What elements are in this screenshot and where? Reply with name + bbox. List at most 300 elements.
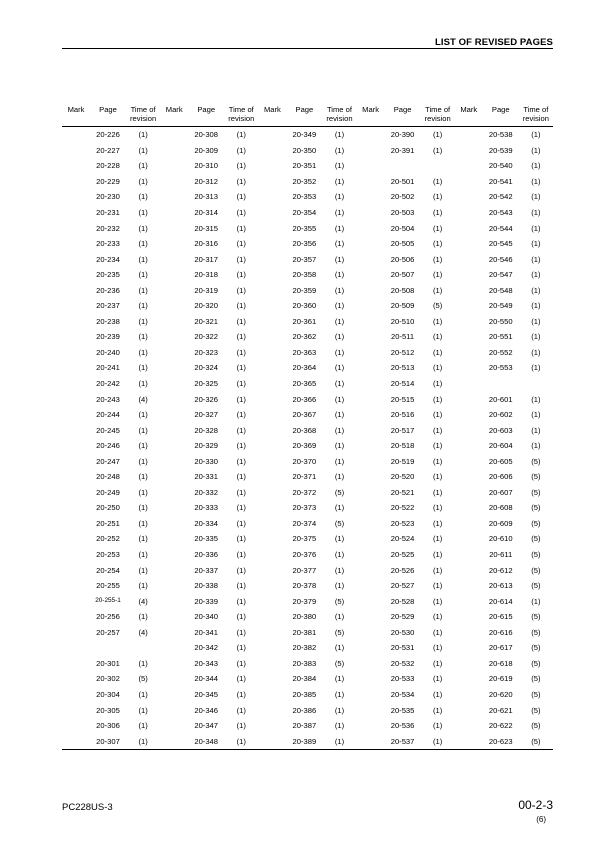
row-group [357, 130, 455, 139]
cell-rev: (1) [138, 565, 148, 575]
cell-rev: (1) [433, 394, 443, 404]
row-group [160, 224, 258, 233]
cell-page: 20-386 [292, 705, 317, 715]
table-row [62, 251, 553, 267]
cell-page: 20-502 [390, 192, 415, 202]
cell-page: 20-254 [96, 565, 120, 575]
cell-rev: (1) [236, 550, 246, 560]
cell-page: 20-253 [96, 550, 120, 560]
cell-rev: (1) [433, 410, 443, 420]
cell-rev: (1) [236, 643, 246, 653]
cell-page: 20-521 [390, 487, 415, 497]
row-group [455, 581, 553, 590]
cell-page: 20-357 [292, 254, 317, 264]
cell-mark [357, 192, 385, 201]
cell-rev: (1) [334, 581, 345, 591]
cell-page: 20-330 [194, 456, 219, 466]
table-header-row [62, 102, 553, 127]
cell-rev: (1) [334, 145, 345, 155]
row-group [357, 581, 455, 590]
row-group [357, 690, 455, 699]
cell-page: 20-340 [194, 612, 219, 622]
cell-rev: (1) [236, 503, 246, 513]
cell-mark [455, 146, 483, 155]
cell-rev: (1) [334, 161, 345, 171]
cell-page: 20-365 [292, 379, 317, 389]
cell-rev: (5) [531, 643, 541, 653]
cell-page: 20-613 [488, 581, 513, 591]
row-group [258, 146, 356, 155]
row-group [258, 270, 356, 279]
row-group [258, 255, 356, 264]
cell-rev: (1) [236, 534, 246, 544]
cell-rev: (1) [236, 565, 246, 575]
cell-mark [258, 317, 286, 326]
cell-page: 20-227 [96, 145, 120, 155]
cell-mark [62, 270, 90, 279]
row-group [258, 503, 356, 512]
cell-mark [258, 224, 286, 233]
row-group [357, 597, 455, 606]
cell-page: 20-360 [292, 301, 317, 311]
cell-page: 20-352 [292, 176, 317, 186]
row-group [160, 628, 258, 637]
cell-rev: (1) [236, 223, 246, 233]
table-row [62, 485, 553, 501]
row-group [62, 550, 160, 559]
cell-rev: (1) [334, 425, 345, 435]
cell-mark [357, 503, 385, 512]
cell-page: 20-616 [488, 627, 513, 637]
table-row [62, 345, 553, 361]
cell-page: 20-237 [96, 301, 120, 311]
cell-mark [258, 534, 286, 543]
cell-rev: (1) [433, 347, 443, 357]
cell-rev: (5) [531, 487, 541, 497]
row-group [160, 410, 258, 419]
header-mark: Mark [165, 105, 183, 114]
row-group [455, 270, 553, 279]
cell-mark [357, 581, 385, 590]
cell-mark [62, 441, 90, 450]
row-group [455, 472, 553, 481]
row-group [258, 612, 356, 621]
cell-mark [455, 208, 483, 217]
cell-rev: (1) [334, 379, 345, 389]
row-group [357, 239, 455, 248]
cell-mark [160, 441, 188, 450]
cell-page: 20-318 [194, 270, 219, 280]
cell-rev: (1) [433, 487, 443, 497]
row-group [258, 643, 356, 652]
cell-page: 20-317 [194, 254, 219, 264]
row-group [62, 255, 160, 264]
cell-page: 20-516 [390, 410, 415, 420]
cell-page: 20-519 [390, 456, 415, 466]
cell-page: 20-378 [292, 581, 317, 591]
row-group [62, 690, 160, 699]
cell-mark [258, 239, 286, 248]
table-row [62, 733, 553, 749]
cell-mark [258, 363, 286, 372]
cell-mark [455, 488, 483, 497]
row-group [455, 519, 553, 528]
cell-page: 20-350 [292, 145, 317, 155]
header-page: Page [295, 105, 314, 114]
cell-page: 20-339 [194, 596, 219, 606]
cell-mark [258, 519, 286, 528]
row-group [160, 146, 258, 155]
cell-rev: (1) [138, 658, 148, 668]
row-group [455, 503, 553, 512]
cell-mark [258, 270, 286, 279]
cell-page: 20-359 [292, 285, 317, 295]
cell-page: 20-537 [390, 736, 415, 746]
cell-page: 20-552 [488, 347, 513, 357]
row-group [160, 472, 258, 481]
cell-rev: (1) [433, 208, 443, 217]
cell-mark [62, 130, 90, 139]
row-group [357, 519, 455, 528]
cell-rev: (5) [531, 550, 541, 560]
cell-mark [455, 161, 483, 170]
cell-page: 20-507 [390, 270, 415, 280]
row-group [357, 177, 455, 186]
cell-page: 20-369 [292, 441, 317, 451]
row-group [455, 550, 553, 559]
row-group [160, 581, 258, 590]
cell-rev: (1) [531, 161, 541, 171]
cell-mark [455, 177, 483, 186]
cell-rev: (1) [138, 316, 148, 326]
cell-rev: (5) [138, 674, 148, 684]
cell-mark [357, 690, 385, 699]
cell-mark [258, 286, 286, 295]
cell-mark [62, 472, 90, 481]
cell-mark [62, 674, 90, 683]
cell-mark [258, 177, 286, 186]
row-group [62, 659, 160, 668]
cell-rev: (1) [433, 581, 443, 591]
table-row [62, 625, 553, 641]
cell-rev: (1) [334, 612, 345, 622]
cell-page: 20-513 [390, 363, 415, 373]
cell-mark [62, 348, 90, 357]
table-row [62, 702, 553, 718]
cell-mark [357, 348, 385, 357]
row-group [160, 426, 258, 435]
cell-mark [357, 659, 385, 668]
row-group [62, 270, 160, 279]
header-page: Page [99, 105, 117, 114]
table-row [62, 205, 553, 221]
cell-rev: (5) [531, 581, 541, 591]
row-group [160, 597, 258, 606]
cell-page: 20-307 [96, 736, 120, 746]
cell-page: 20-320 [194, 301, 219, 311]
cell-mark [62, 301, 90, 310]
row-group [62, 706, 160, 715]
table-row [62, 687, 553, 703]
cell-page: 20-302 [96, 674, 120, 684]
cell-page: 20-527 [390, 581, 415, 591]
cell-rev: (1) [334, 736, 345, 746]
cell-mark [258, 192, 286, 201]
cell-rev: (1) [236, 270, 246, 280]
row-group [258, 721, 356, 730]
row-group [357, 395, 455, 404]
cell-mark [455, 224, 483, 233]
cell-page: 20-536 [390, 721, 415, 731]
cell-page: 20-355 [292, 223, 317, 233]
row-group [258, 550, 356, 559]
cell-mark [62, 410, 90, 419]
cell-rev: (1) [138, 425, 148, 435]
cell-page: 20-255 [96, 581, 120, 591]
row-group [62, 130, 160, 139]
cell-rev: (1) [236, 332, 246, 342]
row-group [160, 503, 258, 512]
cell-page: 20-548 [488, 285, 513, 295]
cell-page: 20-531 [390, 643, 415, 653]
cell-page: 20-367 [292, 410, 317, 420]
cell-page: 20-370 [292, 456, 317, 466]
cell-mark [62, 581, 90, 590]
cell-mark [160, 363, 188, 372]
cell-rev: (5) [334, 658, 345, 668]
cell-page: 20-331 [194, 472, 219, 482]
cell-rev: (1) [138, 145, 148, 155]
cell-mark [455, 441, 483, 450]
cell-rev: (1) [433, 316, 443, 326]
cell-mark [160, 737, 188, 746]
cell-mark [160, 581, 188, 590]
cell-page: 20-510 [390, 316, 415, 326]
cell-rev: (1) [531, 270, 541, 280]
row-group [455, 674, 553, 683]
cell-mark [357, 488, 385, 497]
table-row [62, 469, 553, 485]
cell-rev: (1) [334, 285, 345, 295]
cell-page: 20-526 [390, 565, 415, 575]
cell-page: 20-512 [390, 347, 415, 357]
row-group [62, 363, 160, 372]
cell-page: 20-252 [96, 534, 120, 544]
cell-mark [357, 628, 385, 637]
cell-mark [258, 441, 286, 450]
cell-mark [62, 550, 90, 559]
row-group [455, 628, 553, 637]
cell-mark [357, 208, 385, 217]
cell-mark [62, 363, 90, 372]
header-mark: Mark [362, 105, 379, 114]
cell-mark [258, 550, 286, 559]
row-group [160, 363, 258, 372]
row-group [62, 286, 160, 295]
row-group [62, 161, 160, 170]
cell-page: 20-308 [194, 130, 219, 140]
row-group [455, 488, 553, 497]
cell-rev: (1) [138, 130, 148, 140]
cell-rev: (5) [531, 456, 541, 466]
row-group [258, 363, 356, 372]
header-divider [62, 48, 553, 49]
table-row [62, 158, 553, 174]
cell-mark [62, 332, 90, 341]
cell-rev: (1) [236, 379, 246, 389]
cell-mark [62, 177, 90, 186]
cell-rev: (5) [334, 627, 345, 637]
header-mark: Mark [263, 105, 281, 114]
cell-page: 20-604 [488, 441, 513, 451]
cell-mark [455, 363, 483, 372]
cell-rev: (1) [531, 208, 541, 217]
cell-rev: (5) [334, 518, 345, 528]
cell-rev: (1) [236, 674, 246, 684]
cell-page: 20-501 [390, 176, 415, 186]
table-row [62, 189, 553, 205]
cell-page: 20-301 [96, 658, 120, 668]
cell-mark [455, 581, 483, 590]
cell-rev: (5) [531, 689, 541, 699]
cell-mark [160, 690, 188, 699]
header-time-line1: Time of [326, 105, 352, 114]
cell-mark [160, 239, 188, 248]
cell-mark [160, 348, 188, 357]
cell-rev: (1) [531, 254, 541, 264]
cell-mark [357, 130, 385, 139]
cell-mark [160, 457, 188, 466]
cell-mark [62, 612, 90, 621]
cell-rev: (1) [433, 705, 443, 715]
cell-page: 20-505 [390, 239, 415, 249]
row-group [357, 317, 455, 326]
cell-mark [455, 410, 483, 419]
cell-mark [455, 550, 483, 559]
cell-mark [160, 721, 188, 730]
cell-rev: (1) [531, 285, 541, 295]
cell-page: 20-313 [194, 192, 219, 202]
cell-page: 20-375 [292, 534, 317, 544]
header-group [160, 105, 258, 123]
cell-mark [160, 255, 188, 264]
row-group [455, 706, 553, 715]
cell-rev: (1) [531, 316, 541, 326]
cell-rev: (1) [138, 176, 148, 186]
cell-page: 20-304 [96, 689, 120, 699]
cell-mark [62, 690, 90, 699]
cell-mark [160, 659, 188, 668]
cell-mark [258, 503, 286, 512]
header-time-line1: Time of [130, 105, 156, 114]
cell-rev: (1) [236, 285, 246, 295]
cell-rev: (1) [138, 285, 148, 295]
cell-page: 20-534 [390, 689, 415, 699]
cell-mark [258, 690, 286, 699]
cell-page: 20-605 [488, 456, 513, 466]
table-row [62, 282, 553, 298]
cell-rev: (1) [138, 721, 148, 731]
cell-mark [160, 130, 188, 139]
cell-page: 20-381 [292, 627, 317, 637]
row-group [62, 628, 160, 637]
cell-page: 20-358 [292, 270, 317, 280]
cell-rev: (1) [433, 689, 443, 699]
cell-mark [455, 332, 483, 341]
cell-mark [357, 550, 385, 559]
cell-page: 20-344 [194, 674, 219, 684]
cell-mark [62, 208, 90, 217]
row-group [160, 534, 258, 543]
cell-page: 20-343 [194, 658, 219, 668]
cell-mark [160, 674, 188, 683]
cell-page: 20-376 [292, 550, 317, 560]
table-row [62, 422, 553, 438]
footer-revision: (6) [536, 815, 546, 824]
cell-page: 20-306 [96, 721, 120, 731]
cell-rev: (1) [433, 285, 443, 295]
cell-mark [258, 161, 286, 170]
cell-page: 20-508 [390, 285, 415, 295]
row-group [160, 239, 258, 248]
cell-page: 20-368 [292, 425, 317, 435]
cell-rev: (1) [138, 332, 148, 342]
table-row [62, 267, 553, 283]
cell-page: 20-529 [390, 612, 415, 622]
revised-pages-table [62, 102, 553, 750]
row-group [258, 706, 356, 715]
cell-mark [160, 317, 188, 326]
cell-mark [160, 286, 188, 295]
cell-mark [258, 612, 286, 621]
cell-page: 20-374 [292, 518, 317, 528]
row-group [62, 612, 160, 621]
row-group [357, 534, 455, 543]
row-group [160, 379, 258, 388]
cell-rev: (1) [138, 270, 148, 280]
table-row [62, 547, 553, 563]
cell-page: 20-310 [194, 161, 219, 171]
cell-rev: (1) [236, 721, 246, 731]
cell-mark [160, 550, 188, 559]
row-group [357, 348, 455, 357]
cell-mark [455, 690, 483, 699]
row-group [455, 239, 553, 248]
cell-mark [455, 426, 483, 435]
row-group [455, 177, 553, 186]
cell-mark [258, 332, 286, 341]
row-group [160, 488, 258, 497]
cell-mark [455, 534, 483, 543]
cell-page: 20-372 [292, 487, 317, 497]
cell-mark [160, 612, 188, 621]
cell-page: 20-377 [292, 565, 317, 575]
cell-page: 20-319 [194, 285, 219, 295]
cell-page: 20-503 [390, 208, 415, 217]
cell-rev: (1) [138, 254, 148, 264]
cell-page: 20-309 [194, 145, 219, 155]
cell-mark [357, 301, 385, 310]
footer-page-number: 00-2-3 [518, 798, 553, 812]
row-group [62, 317, 160, 326]
cell-rev: (5) [531, 674, 541, 684]
row-group [62, 441, 160, 450]
row-group [258, 177, 356, 186]
row-group [62, 410, 160, 419]
table-row [62, 360, 553, 376]
row-group [455, 286, 553, 295]
cell-mark [258, 706, 286, 715]
